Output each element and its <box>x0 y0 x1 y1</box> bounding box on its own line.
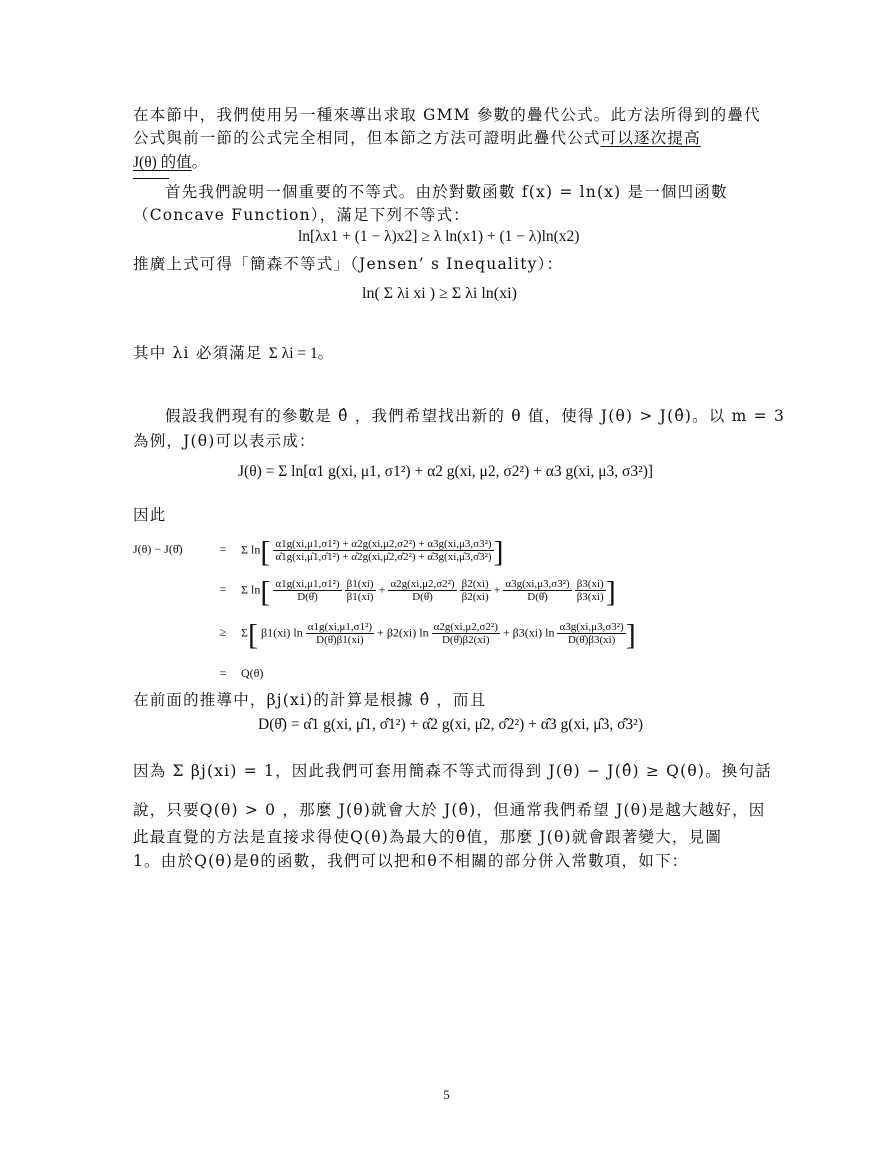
intro-line-3-end: 。 <box>191 153 209 171</box>
row2-term3-num: α3g(xi,μ3,σ3²) <box>505 578 570 590</box>
derivation-lhs: J(θ) − J(θ̂) <box>133 542 183 557</box>
lambda-condition <box>133 342 763 365</box>
row1-numerator: α1g(xi,μ1,σ1²) + α2g(xi,μ2,σ2²) + α3g(xi,μ3,σ3²) <box>275 538 492 550</box>
because-line-1: 因為 Σ βj(xi) = 1，因此我們可套用簡森不等式而得到 J(θ) − J(θ̂) ≥ Q(θ)。換句話 <box>133 762 772 780</box>
concave-inequality: ln[λx1 + (1 − λ)x2] ≥ λ ln(x1) + (1 − λ)ln(x2) <box>298 228 580 245</box>
therefore-label: 因此 <box>133 506 167 524</box>
derivation-row-3: ≥ Σ[ β1(xi) ln $\frac{\text{α1g(xi,μ1,σ1²)}}{D(\thetâ)\beta 1(xi)}$ + β2(xi) ln $\frac{\text{α2g(xi,μ2,σ2²)}}{D(\thetâ)\beta 2(xi)}$ + β3(xi) ln $\frac{\text{α3g(xi,μ3,σ3²)}}{D(\thetâ)\beta 3(xi)}$ ] <box>133 621 636 646</box>
intro-underlined-phrase: 可以逐次提高 <box>600 129 701 147</box>
row2-term2-den: D(θ̂) <box>412 591 433 603</box>
row2-term1-num: α1g(xi,μ1,σ1²) <box>275 578 340 590</box>
row2-term2-bden: β2(xi) <box>461 591 489 603</box>
derivation-row-4 <box>133 666 263 681</box>
jensen-intro: 推廣上式可得「簡森不等式」（Jensen’ s Inequality）： <box>133 255 564 273</box>
row2-term3-den: D(θ̂) <box>527 591 548 603</box>
J-definition: J(θ) = Σ ln[α1 g(xi, μ1, σ1²) + α2 g(xi, μ2, σ2²) + α3 g(xi, μ3, σ3²)] <box>238 463 654 480</box>
row2-term3-bnum: β3(xi) <box>576 578 604 590</box>
row3-term3-num: α3g(xi,μ3,σ3²) <box>559 621 624 633</box>
derivation-eq-1: = <box>219 542 227 557</box>
row3-term3-den: D(θ̂)β3(xi) <box>567 634 616 646</box>
derivation-note: 在前面的推導中，βj(xi)的計算是根據 θ̂ ，而且 <box>133 691 487 709</box>
row2-term2-num: α2g(xi,μ2,σ2²) <box>390 578 455 590</box>
derivation-geq: ≥ <box>219 625 227 640</box>
row2-term1-bnum: β1(xi) <box>346 578 374 590</box>
row2-term1-den: D(θ̂) <box>297 591 318 603</box>
derivation-eq-4: = <box>219 666 227 680</box>
lambda-condition-post: 。 <box>317 344 335 362</box>
because-line-4: 1。由於Q(θ)是θ的函數，我們可以把和θ不相關的部分併入常數項，如下： <box>133 852 689 870</box>
row3-term2-den: D(θ̂)β2(xi) <box>441 634 490 646</box>
row3-beta2: β2(xi) <box>386 625 417 640</box>
row3-beta3: β3(xi) <box>512 625 543 640</box>
assume-line-1: 假設我們現有的參數是 θ̂ ，我們希望找出新的 θ 值，使得 J(θ) > J(θ̂)。以 m = 3 <box>165 407 786 425</box>
because-line-3: 此最直覺的方法是直接求得使Q(θ)為最大的θ值，那麼 J(θ)就會跟著變大，見圖 <box>133 828 723 846</box>
row3-term1-den: D(θ̂)β1(xi) <box>316 634 364 646</box>
row3-beta1: β1(xi) <box>260 625 291 640</box>
row1-denominator: α̂1g(xi,μ̂1,σ̂1²) + α̂2g(xi,μ̂2,σ̂2²) + α̂3g(xi,μ̂3,σ̂3²) <box>275 551 492 563</box>
intro-underlined-J: J(θ) 的值 <box>133 154 192 171</box>
row2-term1-bden: β1(xi) <box>346 591 374 603</box>
bracket-open-1: [ <box>260 535 271 569</box>
derivation-row-1 <box>133 535 504 569</box>
lambda-sum-eq: Σ λi = 1 <box>268 345 318 362</box>
page-number: 5 <box>443 1087 450 1102</box>
concave-line-2: （Concave Function），滿足下列不等式： <box>133 206 471 224</box>
row2-term2-bnum: β2(xi) <box>461 578 489 590</box>
derivation-block <box>133 526 753 686</box>
sum-symbol-3: Σ <box>241 625 248 640</box>
row3-term2-num: α2g(xi,μ2,σ2²) <box>433 621 498 633</box>
divider-rule <box>133 178 169 179</box>
bracket-close-1: ] <box>493 535 504 569</box>
D-definition: D(θ̂) = α̂1 g(xi, μ̂1, σ̂1²) + α̂2 g(xi, μ̂2, σ̂2²) + α̂3 g(xi, μ̂3, σ̂3²) <box>258 716 643 733</box>
sum-symbol-1: Σ ln <box>241 542 261 557</box>
concave-line-1: 首先我們說明一個重要的不等式。由於對數函數 f(x) = ln(x) 是一個凹函數 <box>165 183 728 201</box>
derivation-eq-2: = <box>219 582 227 597</box>
jensen-inequality: ln( Σ λi xi ) ≥ Σ λi ln(xi) <box>362 285 517 302</box>
intro-line-2-text: 公式與前一節的公式完全相同，但本節之方法可證明此疊代公式 <box>133 129 601 147</box>
derivation-Q: Q(θ) <box>241 666 264 680</box>
because-line-2: 說，只要Q(θ) > 0 ，那麼 J(θ)就會大於 J(θ̂)，但通常我們希望 J(θ)是越大越好，因 <box>133 801 766 819</box>
row2-term3-bden: β3(xi) <box>576 591 604 603</box>
assume-line-2: 為例，J(θ)可以表示成： <box>133 432 316 450</box>
row3-term1-num: α1g(xi,μ1,σ1²) <box>307 621 373 633</box>
lambda-condition-pre: 其中 λi 必須滿足 <box>133 344 263 362</box>
row1-fraction <box>273 538 493 563</box>
intro-line-2 <box>133 127 763 150</box>
intro-line-3 <box>133 151 763 174</box>
intro-line-1: 在本節中，我們使用另一種來導出求取 GMM 參數的疊代公式。此方法所得到的疊代 <box>133 106 761 124</box>
sum-symbol-2: Σ ln <box>241 582 261 597</box>
derivation-row-2: = Σ ln[ $\frac{\text{α1g(xi,μ1,σ1²)}}{D(\thetâ)}$ $\frac{\beta 1(xi)}{\beta 1(xi)}$ + $\frac{\text{α2g(xi,μ2,σ2²)}}{D(\thetâ)}$ $\frac{\beta 2(xi)}{\beta 2(xi)}$ + $\frac{\text{α3g(xi,μ3,σ3²)}}{D(\thetâ)}$ $\frac{\beta 3(xi)}{\beta 3(xi)}$ ] <box>133 578 616 603</box>
